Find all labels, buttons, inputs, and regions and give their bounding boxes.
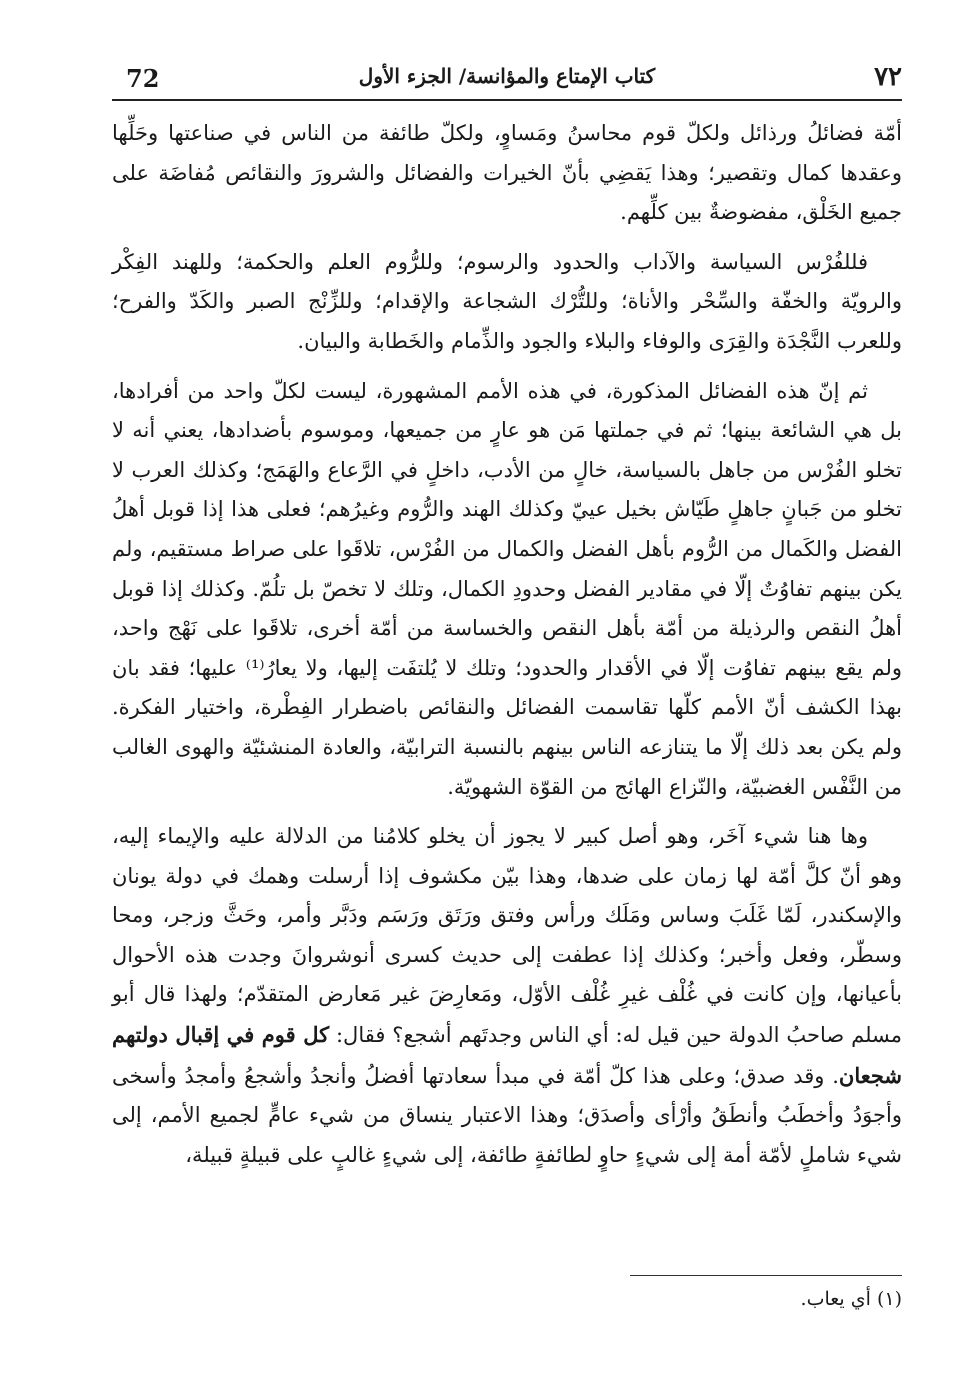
book-title: كتاب الإمتاع والمؤانسة/ الجزء الأول <box>358 64 656 88</box>
main-text <box>112 114 902 1185</box>
paragraph-4 <box>112 817 902 1175</box>
page-number-latin: 72 <box>126 64 160 93</box>
paragraph-4-text-a: وها هنا شيء آخَر، وهو أصل كبير لا يجوز أن يخلو كلامُنا من الدلالة عليه والإيماء إليه، وهو أنّ كلَّ أمّة لها زمان على ضدها، وهذا بيّن مكشوف إذا أرسلت وهمك في دولة يونان والإسكندر، لَمّا غَلَبَ وساس ومَلَك ورأس وفتق ورَتَق ورَسَم ودَبَّر وأمر، وحَثَّ وزجر، ومحا وسطّر، وفعل وأخبر؛ وكذلك إذا عطفت إلى حديث كسرى أنوشروانَ وجدت هذه الأحوال بأعيانها، وإن كانت في غُلْف غيرِ غُلْف الأوّل، ومَعارِضَ غير مَعارض المتقدّم؛ ولهذا قال أبو مسلم صاحبُ الدولة حين قيل له: أي الناس وجدتَهم أشجع؟ فقال: <box>112 824 902 1048</box>
paragraph-4-text-b: . وقد صدق؛ وعلى هذا كلّ أمّة في مبدأ سعادتها أفضلُ وأنجدُ وأشجعُ وأمجدُ وأسخى وأجوَدُ وأخطَبُ وأنطَقُ وأرْأى وأصدَق؛ وهذا الاعتبار ينساق من شيء عامٍّ لجميع الأمم، إلى شيء شاملٍ لأمّة أمة إلى شيءٍ حاوٍ لطائفةٍ طائفة، إلى شيءٍ غالبٍ على قبيلةٍ قبيلة، <box>112 1063 902 1167</box>
footnote-rule <box>630 1275 902 1276</box>
page-number-arabic: ٧٢ <box>874 62 902 92</box>
paragraph-3: ثم إنّ هذه الفضائل المذكورة، في هذه الأمم المشهورة، ليست لكلّ واحد من أفرادها، بل هي الشائعة بينها؛ ثم في جملتها مَن هو عارٍ من جميعها، وموسوم بأضدادها، يعني أنه لا تخلو الفُرْس من جاهل بالسياسة، خالٍ من الأدب، داخلٍ في الرَّعاع والهَمَج؛ وكذلك العرب لا تخلو من جَبانٍ جاهلٍ طَيّاش بخيل عييّ وكذلك الهند والرُّوم وغيرُهم؛ فعلى هذا إذا قوبل أهلُ الفضل والكَمال من الرُّوم بأهل الفضل والكمال من الفُرْس، تلاقَوا على صراط مستقيم، ولم يكن بينهم تفاوُتٌ إلّا في مقادير الفضل وحدودِ الكمال، وتلك لا تخصّ بل تلُمّ. وكذلك إذا قوبل أهلُ النقص والرذيلة من أمّة بأهل النقص والخساسة من أمّة أخرى، تلاقَوا على نَهْج واحد، ولم يقع بينهم تفاوُت إلّا في الأقدار والحدود؛ وتلك لا يُلتفَت إليها، ولا يعارُ⁽¹⁾ عليها؛ فقد بان بهذا الكشف أنّ الأمم كلّها تقاسمت الفضائل والنقائص باضطرار الفِطْرة، واختيار الفكرة. ولم يكن بعد ذلك إلّا ما يتنازعه الناس بينهم بالنسبة الترابيّة، والعادة المنشئيّة والهوى الغالب من النَّفْس الغضبيّة، والنّزاع الهائج من القوّة الشهويّة. <box>112 378 903 799</box>
paragraph-2: فللفُرْس السياسة والآداب والحدود والرسوم؛ وللرُّوم العلم والحكمة؛ وللهند الفِكْر والرويّة والخفّة والسِّحْر والأناة؛ وللتُّرْك الشجاعة والإقدام؛ وللزِّنْج الصبر والكَدّ والفرح؛ وللعرب النَّجْدَة والقِرَى والوفاء والبلاء والجود والذِّمام والخَطابة والبيان. <box>112 249 902 353</box>
header-rule <box>112 99 902 101</box>
bold-quote: كل قوم في إقبال دولتهم شجعان <box>112 1022 902 1088</box>
footnote: (١) أي يعاب. <box>800 1288 902 1310</box>
running-header <box>112 62 902 96</box>
paragraph-1: أمّة فضائلُ ورذائل ولكلّ قوم محاسنُ ومَساوٍ، ولكلّ طائفة من الناس في صناعتها وحَلِّها وعقدها كمال وتقصير؛ وهذا يَقضِي بأنّ الخيرات والفضائل والشرورَ والنقائص مُفاضَة على جميع الخَلْق، مفضوضةٌ بين كلِّهم. <box>112 121 903 225</box>
